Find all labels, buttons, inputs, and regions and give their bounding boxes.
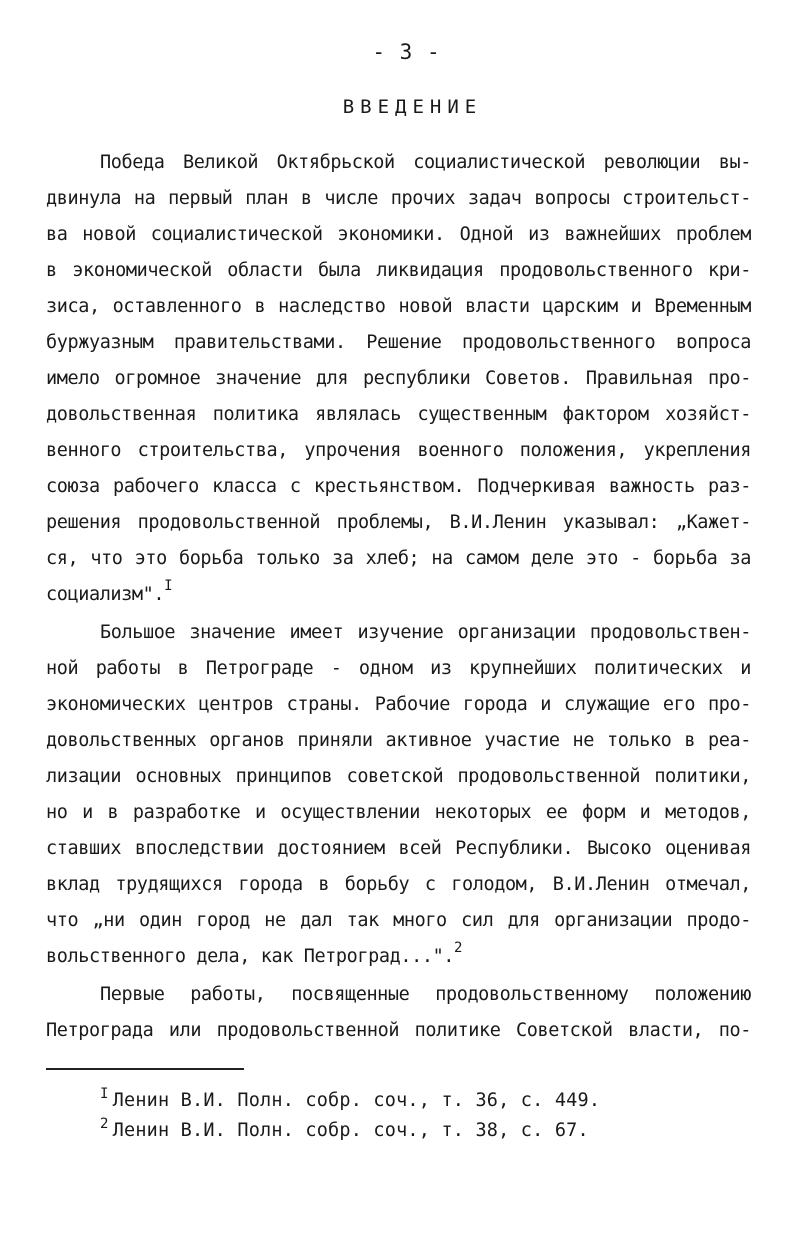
text-line: Победа Великой Октябрьской социалистической революции вы-: [100, 152, 751, 173]
text-line: довольственных органов приняли активное участие не только в реа-: [46, 730, 751, 751]
footnote-1: [100, 1086, 601, 1113]
footnote-text: Ленин В.И. Полн. собр. соч., т. 36, с. 449.: [112, 1090, 601, 1111]
text-line: вклад трудящихся города в борьбу с голодом, В.И.Ленин отмечал,: [46, 874, 751, 895]
text-line: ва новой социалистической экономики. Одной из важнейших проблем: [46, 224, 751, 245]
text-line: решения продовольственной проблемы, В.И.Ленин указывал: „Кажет-: [46, 512, 751, 533]
text-line: довольственная политика являлась существенным фактором хозяйст-: [46, 404, 751, 425]
footnote-ref: I: [164, 578, 173, 594]
line-text: вольственного дела, как Петроград...".: [46, 946, 455, 967]
text-line: ной работы в Петрограде - одном из крупнейших политических и: [46, 658, 751, 679]
text-line: буржуазным правительствами. Решение продовольственного вопроса: [46, 332, 751, 353]
text-line: имело огромное значение для республики Советов. Правильная про-: [46, 368, 751, 389]
text-line: Петрограда или продовольственной политике Советской власти, по-: [46, 1020, 751, 1041]
text-line: союза рабочего класса с крестьянством. Подчеркивая важность раз-: [46, 476, 751, 497]
text-line: лизации основных принципов советской продовольственной политики,: [46, 766, 751, 787]
footnote-2: [100, 1116, 589, 1143]
footnote-mark: I: [100, 1086, 109, 1102]
text-line: зиса, оставленного в наследство новой власти царским и Временным: [46, 296, 751, 317]
page-number: - 3 -: [372, 40, 441, 64]
text-line: Большое значение имеет изучение организации продовольствен-: [100, 622, 751, 643]
footnote-divider: [46, 1068, 244, 1070]
text-line-last: [46, 940, 751, 969]
text-line-last: [46, 578, 751, 607]
section-title: ВВЕДЕНИЕ: [342, 96, 483, 118]
text-line: в экономической области была ликвидация продовольственного кри-: [46, 260, 751, 281]
line-text: социализм".: [46, 584, 165, 605]
text-line: ставших впоследствии достоянием всей Республики. Высоко оценивая: [46, 838, 751, 859]
footnote-ref: 2: [454, 940, 463, 956]
text-line: двинула на первый план в числе прочих задач вопросы строительст-: [46, 188, 751, 209]
footnote-text: Ленин В.И. Полн. собр. соч., т. 38, с. 67.: [112, 1120, 589, 1141]
text-line: Первые работы, посвященные продовольственному положению: [100, 984, 751, 1005]
text-line: венного строительства, упрочения военного положения, укрепления: [46, 440, 751, 461]
text-line: но и в разработке и осуществлении некоторых ее форм и методов,: [46, 802, 751, 823]
text-line: ся, что это борьба только за хлеб; на самом деле это - борьба за: [46, 548, 751, 569]
footnote-mark: 2: [100, 1116, 109, 1132]
text-line: что „ни один город не дал так много сил для организации продо-: [46, 910, 751, 931]
text-line: экономических центров страны. Рабочие города и служащие его про-: [46, 694, 751, 715]
